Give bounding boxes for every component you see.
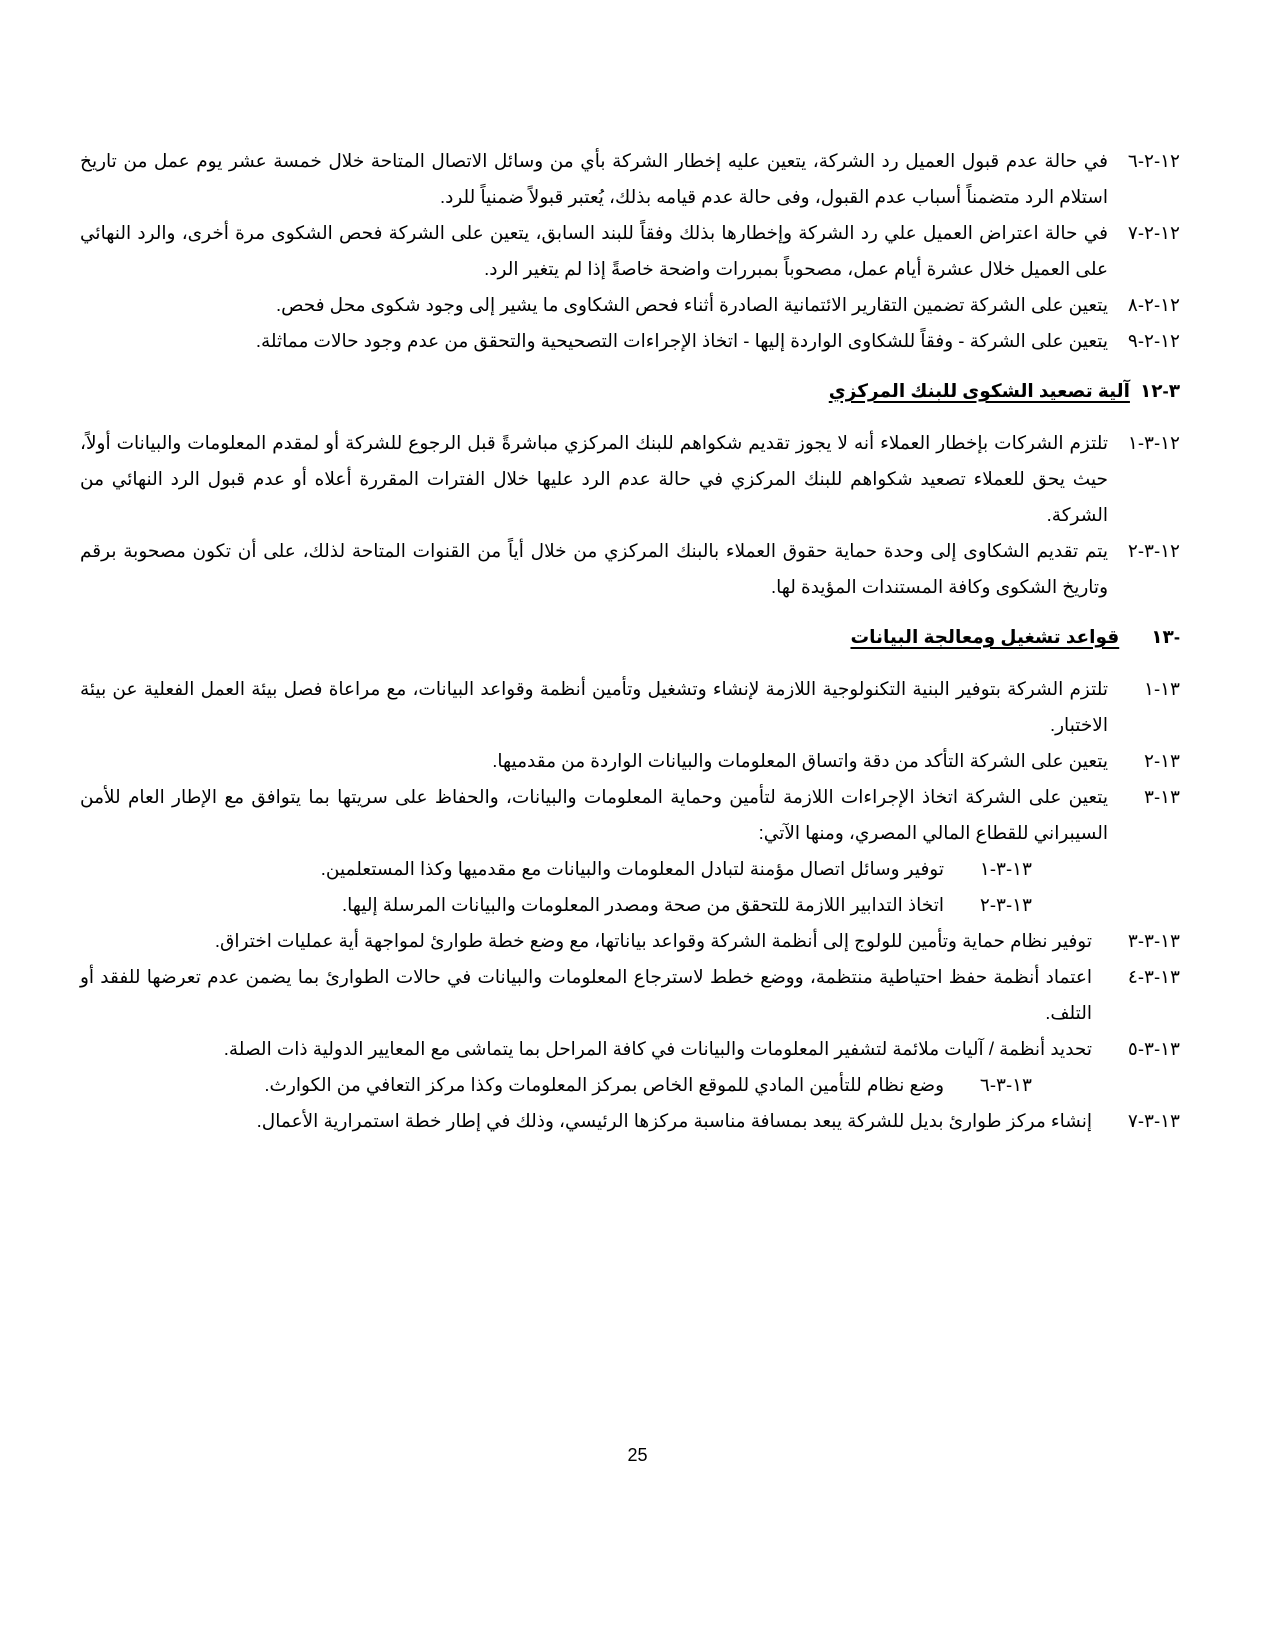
clause-number: ١٢-٢-٨ <box>1127 294 1180 315</box>
clause-text: تلتزم الشركات بإخطار العملاء أنه لا يجوز تقديم شكواهم للبنك المركزي مباشرةً قبل الرجوع للشركة أو لمقدم المعلومات والبيانات أولاً، حيث يحق للعملاء تصعيد شكواهم للبنك المركزي في حالة عدم الرد عليها خلال الفترات المقررة أعلاه أو عدم قبول الرد النهائي من الشركة. <box>80 432 1108 525</box>
clause-13-3-5 <box>80 1031 1180 1067</box>
clause-text: توفير نظام حماية وتأمين للولوج إلى أنظمة الشركة وقواعد بياناتها، مع وضع خطة طوارئ لمواجهة أية عمليات اختراق. <box>214 930 1092 951</box>
clause-text: توفير وسائل اتصال مؤمنة لتبادل المعلومات والبيانات مع مقدميها وكذا المستعلمين. <box>320 858 944 879</box>
clause-number: ١٢-٢-٩ <box>1127 330 1180 351</box>
clause-12-2-6 <box>80 143 1180 215</box>
clause-number: ١٣-٣-٤ <box>1127 966 1180 987</box>
clause-13-3-7 <box>80 1103 1180 1139</box>
clause-text: يتم تقديم الشكاوى إلى وحدة حماية حقوق العملاء بالبنك المركزي من خلال أياً من القنوات المتاحة لذلك، على أن تكون مصحوبة برقم وتاريخ الشكوى وكافة المستندات المؤيدة لها. <box>80 540 1108 597</box>
clause-13-3-6 <box>80 1067 1180 1103</box>
clause-12-2-7 <box>80 215 1180 287</box>
heading-number: ٣-١٢ <box>1139 380 1180 401</box>
clause-number: ١٢-٢-٧ <box>1127 222 1180 243</box>
clause-13-3-3 <box>80 923 1180 959</box>
clause-number: ١٣-٣ <box>1144 786 1180 807</box>
clause-13-1 <box>80 671 1180 743</box>
clause-text: تلتزم الشركة بتوفير البنية التكنولوجية اللازمة لإنشاء وتشغيل وتأمين أنظمة وقواعد البيانات، مع مراعاة فصل بيئة العمل الفعلية عن بيئة الاختبار. <box>80 678 1108 735</box>
clause-12-3-2 <box>80 533 1180 605</box>
clause-12-2-9 <box>80 323 1180 359</box>
clause-number: ١٣-٣-٣ <box>1127 930 1180 951</box>
clause-text: يتعين على الشركة التأكد من دقة واتساق المعلومات والبيانات الواردة من مقدميها. <box>492 750 1108 771</box>
clause-text: إنشاء مركز طوارئ بديل للشركة يبعد بمسافة مناسبة مركزها الرئيسي، وذلك في إطار خطة استمرارية الأعمال. <box>256 1110 1092 1131</box>
clause-13-2 <box>80 743 1180 779</box>
clause-text: تحديد أنظمة / آليات ملائمة لتشفير المعلومات والبيانات في كافة المراحل بما يتماشى مع المعايير الدولية ذات الصلة. <box>223 1038 1092 1059</box>
clause-number: ١٣-٣-٢ <box>979 894 1032 915</box>
section-heading-12-3 <box>80 373 1180 409</box>
clause-text: اعتماد أنظمة حفظ احتياطية منتظمة، ووضع خطط لاسترجاع المعلومات والبيانات في حالات الطوارئ بما يضمن عدم تعرضها للفقد أو التلف. <box>80 966 1092 1023</box>
clause-12-3-1 <box>80 425 1180 533</box>
clause-13-3-1 <box>80 851 1180 887</box>
clause-number: ١٣-٢ <box>1144 750 1180 771</box>
clause-number: ١٣-٣-٦ <box>979 1074 1032 1095</box>
clause-text: في حالة اعتراض العميل علي رد الشركة وإخطارها بذلك وفقاً للبند السابق، يتعين على الشركة فحص الشكوى مرة أخرى، والرد النهائي على العميل خلال عشرة أيام عمل، مصحوباً بمبررات واضحة خاصةً إذا لم يتغير الرد. <box>80 222 1108 279</box>
clause-12-2-8 <box>80 287 1180 323</box>
clause-number: ١٢-٣-١ <box>1127 432 1180 453</box>
page-content <box>80 143 1180 1139</box>
heading-number: -١٣ <box>1151 626 1180 647</box>
page-number: 25 <box>627 1445 648 1465</box>
clause-text: يتعين على الشركة تضمين التقارير الائتمانية الصادرة أثناء فحص الشكاوى ما يشير إلى وجود شكوى محل فحص. <box>275 294 1108 315</box>
clause-13-3-2 <box>80 887 1180 923</box>
clause-text: في حالة عدم قبول العميل رد الشركة، يتعين عليه إخطار الشركة بأي من وسائل الاتصال المتاحة خلال خمسة عشر يوم عمل من تاريخ استلام الرد متضمناً أسباب عدم القبول، وفى حالة عدم قيامه بذلك، يُعتبر قبولاً ضمنياً للرد. <box>80 150 1108 207</box>
clause-text: يتعين على الشركة - وفقاً للشكاوى الواردة إليها - اتخاذ الإجراءات التصحيحية والتحقق من عدم وجود حالات مماثلة. <box>255 330 1108 351</box>
section-heading-13 <box>80 619 1180 655</box>
heading-title: آلية تصعيد الشكوى للبنك المركزي <box>828 380 1130 401</box>
clause-number: ١٣-٣-٥ <box>1127 1038 1180 1059</box>
clause-13-3-4 <box>80 959 1180 1031</box>
clause-13-3 <box>80 779 1180 851</box>
clause-text: وضع نظام للتأمين المادي للموقع الخاص بمركز المعلومات وكذا مركز التعافي من الكوارث. <box>264 1074 944 1095</box>
clause-text: يتعين على الشركة اتخاذ الإجراءات اللازمة لتأمين وحماية المعلومات والبيانات، والحفاظ على سريتها بما يتوافق مع الإطار العام للأمن السيبراني للقطاع المالي المصري، ومنها الآتي: <box>80 786 1108 843</box>
clause-number: ١٣-١ <box>1144 678 1180 699</box>
heading-title: قواعد تشغيل ومعالجة البيانات <box>850 626 1120 647</box>
clause-number: ١٢-٢-٦ <box>1127 150 1180 171</box>
clause-number: ١٣-٣-١ <box>979 858 1032 879</box>
clause-text: اتخاذ التدابير اللازمة للتحقق من صحة ومصدر المعلومات والبيانات المرسلة إليها. <box>341 894 944 915</box>
clause-number: ١٣-٣-٧ <box>1127 1110 1180 1131</box>
clause-number: ١٢-٣-٢ <box>1127 540 1180 561</box>
